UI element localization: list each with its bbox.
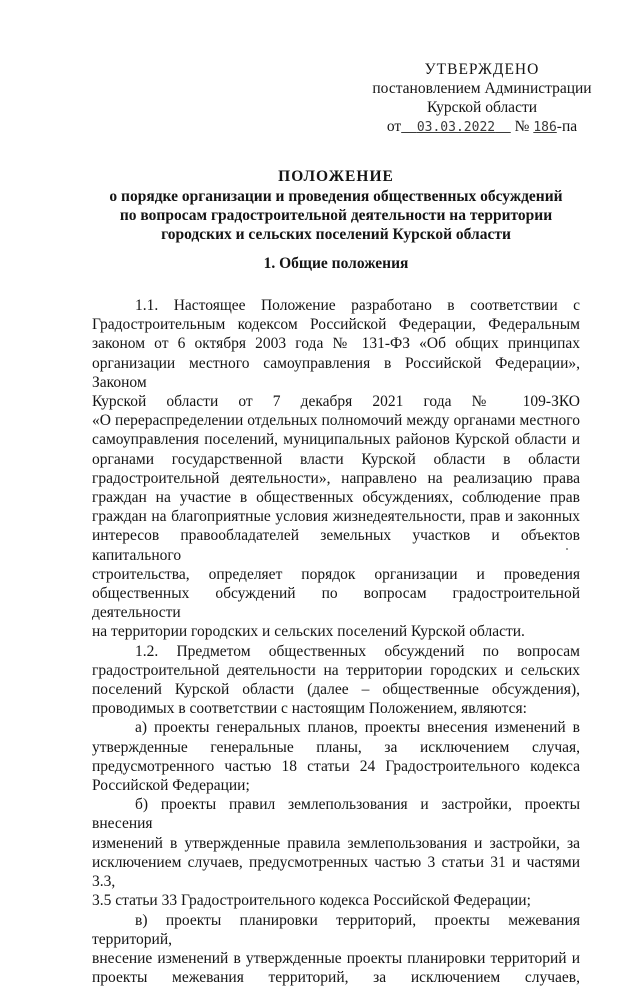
text-line: интересов правообладателей земельных участков и объектов капитального: [92, 527, 580, 564]
text-line: б) проекты правил землепользования и застройки, проекты внесения: [92, 796, 580, 833]
text-line: «О перераспределении отдельных полномочий между органами местного: [92, 412, 580, 430]
text-line: общественных обсуждений по вопросам градостроительной деятельности: [92, 585, 580, 622]
number-prefix: №: [514, 118, 530, 135]
text-line: граждан на благоприятные условия жизнедеятельности, прав и законных: [92, 508, 580, 526]
text-line: предусмотренного частью 18 статьи 24 Градостроительного кодекса: [92, 757, 580, 775]
document-subtitle-line: по вопросам градостроительной деятельности на территории: [119, 207, 553, 224]
document-subtitle-line: о порядке организации и проведения общественных обсуждений: [109, 188, 563, 205]
text-line: 3.5 статьи 33 Градостроительного кодекса Российской Федерации;: [92, 892, 531, 910]
approval-line: постановлением Администрации: [372, 80, 592, 97]
text-line: законом от 6 октября 2003 года № 131-ФЗ «Об общих принципах: [92, 335, 580, 353]
text-line: градостроительной деятельности на территории городских и сельских: [92, 661, 580, 679]
document-title: ПОЛОЖЕНИЕ: [278, 168, 394, 185]
text-line: организации местного самоуправления в Российской Федерации», Законом: [92, 354, 580, 391]
approval-date-line: [372, 117, 592, 137]
date-prefix: от: [386, 118, 402, 135]
text-line: Российской Федерации;: [92, 777, 250, 795]
approval-stamp: [372, 60, 592, 137]
text-line: а) проекты генеральных планов, проекты внесения изменений в: [135, 719, 580, 737]
section-title: 1. Общие положения: [263, 255, 409, 272]
date-value: 03.03.2022: [416, 120, 496, 135]
text-line: проекты межевания территорий, за исключением случаев,: [92, 969, 580, 987]
text-line: органами государственной власти Курской области в области: [92, 450, 580, 468]
text-line: самоуправления поселений, муниципальных районов Курской области и: [92, 431, 580, 449]
handwritten-number: 186: [533, 120, 557, 135]
number-suffix: -па: [556, 118, 578, 135]
text-line: Градостроительным кодексом Российской Федерации, Федеральным: [92, 316, 580, 334]
document-heading: [92, 167, 580, 244]
text-line: на территории городских и сельских поселений Курской области.: [92, 623, 525, 641]
document-subtitle-line: городских и сельских поселений Курской области: [161, 226, 511, 243]
approval-line: Курской области: [426, 99, 538, 116]
text-line: 1.1. Настоящее Положение разработано в соответствии с: [135, 297, 580, 314]
text-line: исключением случаев, предусмотренных частью 3 статьи 31 и частями 3.3,: [92, 853, 580, 891]
text-line: внесение изменений в утвержденные проекты планировки территорий и: [92, 949, 580, 967]
text-line: в) проекты планировки территорий, проекты межевания территорий,: [92, 911, 580, 948]
text-line: проводимых в соответствии с настоящим Положением, являются:: [92, 700, 527, 718]
text-line: изменений в утвержденные правила землепользования и застройки, за: [92, 834, 580, 852]
text-line: утвержденные генеральные планы, за исключением случая,: [92, 738, 580, 756]
text-line: строительства, определяет порядок организации и проведения: [92, 565, 580, 583]
approval-title: УТВЕРЖДЕНО: [424, 61, 540, 78]
handwritten-date: [401, 120, 511, 135]
document-body: [92, 296, 580, 987]
text-line: граждан на участие в общественных обсуждениях, соблюдение прав: [92, 489, 580, 507]
text-line: 1.2. Предметом общественных обсуждений по вопросам: [135, 642, 580, 660]
text-line: градостроительной деятельности», направлено на реализацию права: [92, 469, 580, 487]
text-line: поселений Курской области (далее – общественные обсуждения),: [92, 681, 580, 699]
scan-speck: [566, 548, 568, 550]
text-line: Курской области от 7 декабря 2021 года № 109-ЗКО: [92, 393, 580, 411]
